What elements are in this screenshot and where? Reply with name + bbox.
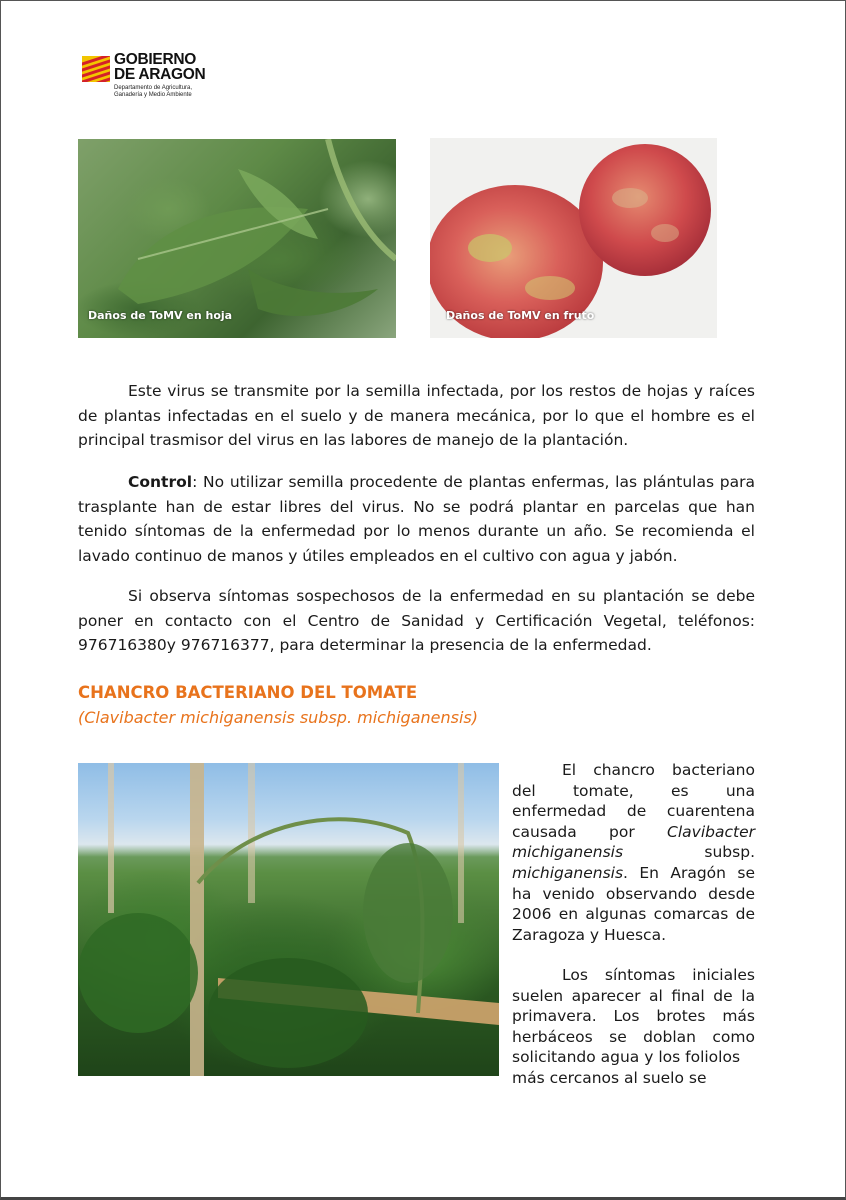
control-paragraph: Control: No utilizar semilla procedente de plantas enfermas, las plántulas para trasplante han de estar libres del virus. No se podrá plantar en parcelas que han tenido síntomas de la enfermedad por lo menos durante un año. Se recomienda el lavado continuo de manos y útiles empleados en el cultivo con agua y jabón. xyxy=(78,473,755,565)
tomv-fruit-photo xyxy=(430,138,717,338)
contact-paragraph: Si observa síntomas sospechosos de la enfermedad en su plantación se debe poner en contacto con el Centro de Sanidad y Certificación Vegetal, teléfonos: 976716380y 976716377, para determinar la presencia de la enfermedad. xyxy=(78,587,755,654)
section-subtitle: (Clavibacter michiganensis subsp. michiganensis) xyxy=(78,708,478,727)
section-title: CHANCRO BACTERIANO DEL TOMATE xyxy=(78,683,418,702)
chancro-intro-paragraph: El chancro bacteriano del tomate, es una enfermedad de cuarentena causada por Clavibacter michiganensis subsp. michiganensis. En Aragón se ha venido observando desde 2006 en algunas comarcas de Zaragoza y Huesca. xyxy=(512,761,755,944)
gobierno-aragon-logo xyxy=(80,52,220,106)
chancro-symptoms-paragraph: Los síntomas iniciales suelen aparecer al final de la primavera. Los brotes más herbáceos se doblan como solicitando agua y los foliolos xyxy=(512,966,755,1067)
fruit-photo-caption: Daños de ToMV en fruto xyxy=(446,309,595,322)
aragon-flag-icon xyxy=(82,56,110,82)
tomv-leaf-photo xyxy=(78,139,396,338)
leaf-photo-caption: Daños de ToMV en hoja xyxy=(88,309,233,322)
logo-title: GOBIERNO DE ARAGON xyxy=(114,51,206,83)
chancro-symptoms-continuation: más cercanos al suelo se xyxy=(512,1069,707,1087)
logo-subtitle: Departamento de Agricultura, Ganadería y Medio Ambiente xyxy=(114,85,193,98)
control-label: Control xyxy=(128,473,193,491)
transmission-paragraph: Este virus se transmite por la semilla infectada, por los restos de hojas y raíces de plantas infectadas en el suelo y de manera mecánica, por lo que el hombre es el principal trasmisor del virus en las labores de manejo de la plantación. xyxy=(78,382,755,449)
chancro-plant-photo xyxy=(78,763,499,1076)
